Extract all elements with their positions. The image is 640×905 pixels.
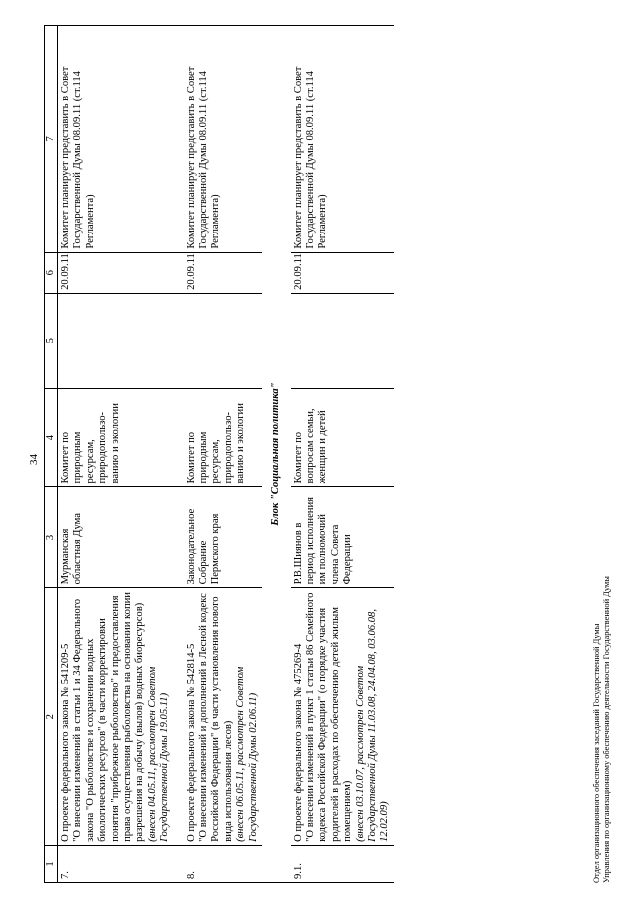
remark: Комитет планирует представить в Совет Государственной Думы 08.09.11 (ст.114 Регламента) xyxy=(184,26,262,253)
table-row xyxy=(291,26,394,883)
bill-body: "О внесении изменений в статьи 1 и 34 Федерального закона "О рыболовстве и сохранении водных биологических ресурсов" (в части корректировки понятия "прибрежное рыболовство" и предоставления права осуществления рыболовства на основании копии разрешения на добычу (вылов) водных биоресурсов) xyxy=(72,592,146,842)
remark: Комитет планирует представить в Совет Государственной Думы 08.09.11 (ст.114 Регламента) xyxy=(58,26,174,253)
table-row xyxy=(58,26,174,883)
bill-note: (внесен 04.05.11, рассмотрен Советом Государственной Думы 19.05.11) xyxy=(146,666,171,842)
row-number: 7. xyxy=(58,845,174,882)
date: 20.09.11 xyxy=(291,252,394,293)
bill-body: "О внесении изменений в пункт 1 статьи 86 Семейного кодекса Российской Федерации" (о порядке участия родителей в расходах по обеспечению детей жилым помещением) xyxy=(304,592,354,842)
page-footer xyxy=(592,576,612,883)
bill-note: (внесен 03.10.07, рассмотрен Советом Государственной Думы 11.03.08, 24.04.08, 03.06.08, 12.02.09) xyxy=(354,609,391,842)
footer-line: Управления по организационному обеспечению деятельности Государственной Думы xyxy=(602,576,611,883)
column-header: 3 xyxy=(45,487,58,588)
remark: Комитет планирует представить в Совет Государственной Думы 08.09.11 (ст.114 Регламента) xyxy=(291,26,394,253)
bill-body: "О внесении изменений и дополнений в Лесной кодекс Российской Федерации" (в части установления нового вида использования лесов) xyxy=(198,593,234,842)
col5-cell xyxy=(291,293,394,388)
col5-cell xyxy=(184,293,262,388)
bill-description xyxy=(58,588,174,846)
column-header: 4 xyxy=(45,388,58,487)
bill-description xyxy=(184,588,262,846)
date: 20.09.11 xyxy=(184,252,262,293)
initiator: Р.В.Шиянов в период исполнения им полномочий члена Совета Федерации xyxy=(291,487,394,588)
committee: Комитет по природным ресурсам, природопользо-ванию и экологии xyxy=(58,388,174,487)
column-header: 2 xyxy=(45,588,58,846)
table-header xyxy=(45,26,58,883)
footer-line: Отдел организационного обеспечения заседаний Государственной Думы xyxy=(592,623,601,883)
initiator: Законодательное Собрание Пермского края xyxy=(184,487,262,588)
bills-table xyxy=(44,25,394,883)
bill-note: (внесен 06.05.11, рассмотрен Советом Государственной Думы 02.06.11) xyxy=(235,666,259,842)
date: 20.09.11 xyxy=(58,252,174,293)
bill-title: О проекте федерального закона № 542814-5 xyxy=(185,643,197,842)
bill-title: О проекте федерального закона № 541209-5 xyxy=(60,643,71,842)
row-number: 9.1. xyxy=(291,845,394,882)
initiator: Мурманская областная Дума xyxy=(58,487,174,588)
bill-description xyxy=(291,588,394,846)
bill-title: О проекте федерального закона № 475269-4 xyxy=(292,643,304,842)
page-number: 34 xyxy=(28,454,40,465)
column-header: 1 xyxy=(45,845,58,882)
row-number: 8. xyxy=(184,845,262,882)
committee: Комитет по вопросам семьи, женщин и детей xyxy=(291,388,394,487)
committee: Комитет по природным ресурсам, природопользо-ванию и экологии xyxy=(184,388,262,487)
block-title: Блок "Социальная политика" xyxy=(262,26,290,883)
table-row xyxy=(184,26,262,883)
block-title-row xyxy=(262,26,290,883)
column-header: 7 xyxy=(45,26,58,253)
column-header: 5 xyxy=(45,293,58,388)
column-header: 6 xyxy=(45,252,58,293)
col5-cell xyxy=(58,293,174,388)
